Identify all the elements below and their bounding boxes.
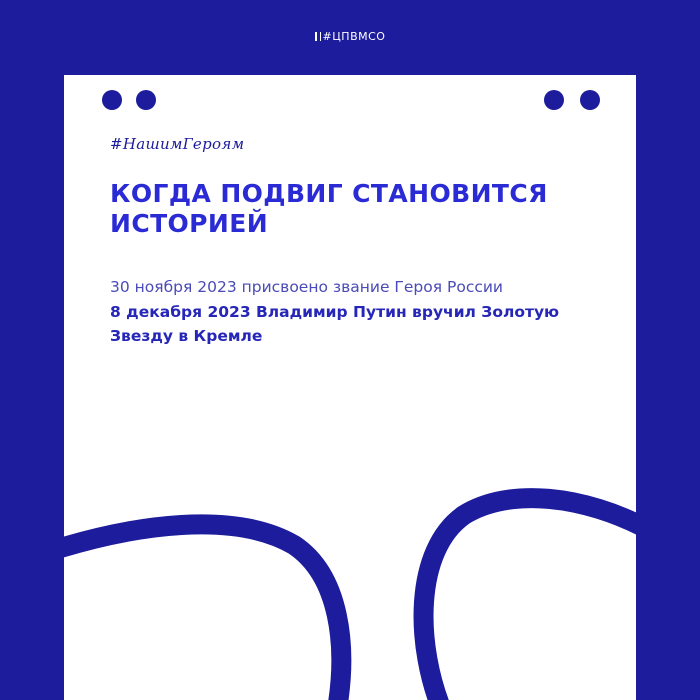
post-card bbox=[64, 75, 636, 700]
award-date-text: 30 ноября 2023 присвоено звание Героя России bbox=[110, 278, 504, 296]
decorative-arcs bbox=[64, 75, 636, 700]
brand-text: #ЦПВМСО bbox=[322, 30, 386, 43]
ceremony-text: 8 декабря 2023 Владимир Путин вручил Золотую Звезду в Кремле bbox=[110, 303, 560, 345]
brand-logo-icon bbox=[315, 32, 321, 41]
brand-label bbox=[0, 30, 700, 43]
left-arc bbox=[64, 524, 341, 700]
right-arc bbox=[424, 498, 636, 700]
headline: КОГДА ПОДВИГ СТАНОВИТСЯ ИСТОРИЕЙ bbox=[110, 179, 548, 238]
hashtag: #НашимГероям bbox=[110, 135, 245, 153]
